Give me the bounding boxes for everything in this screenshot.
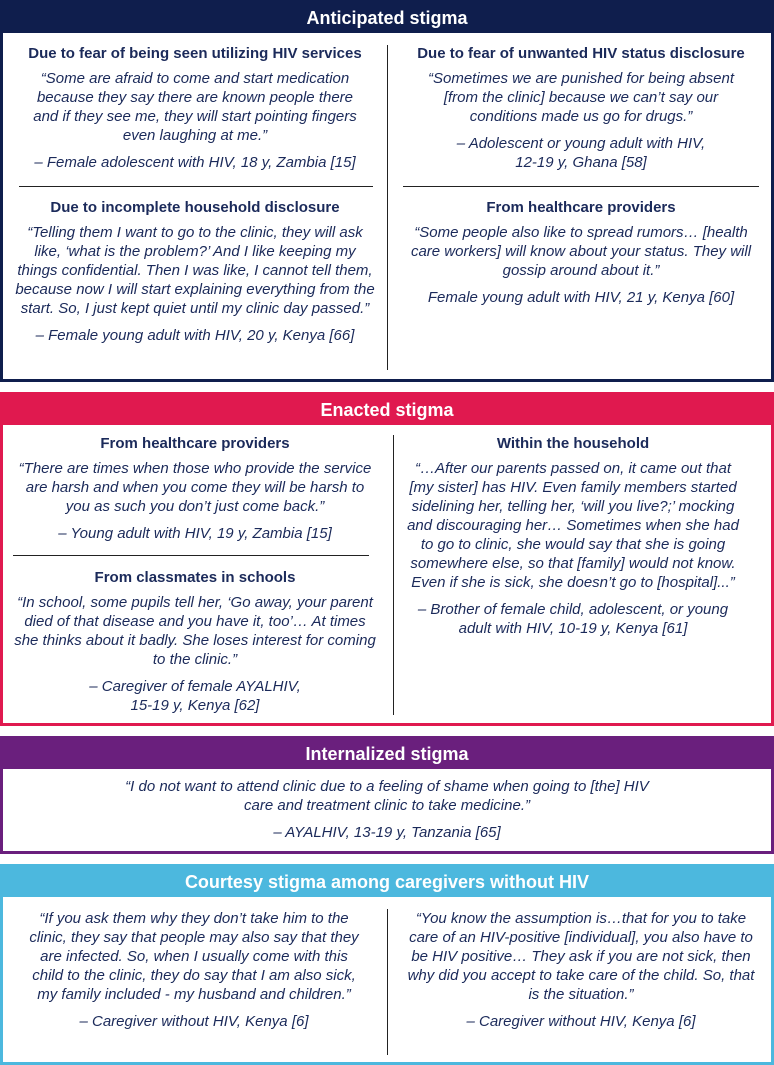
anticipated-block-providers: [396, 199, 766, 307]
block-subtitle: Due to incomplete household disclosure: [50, 199, 340, 216]
internalized-stigma-header: Internalized stigma: [3, 739, 771, 769]
block-attribution: – Caregiver without HIV, Kenya [6]: [79, 1013, 309, 1030]
block-quote: “Sometimes we are punished for being absent [from the clinic] because we can’t say our conditions made us go for drugs.”: [427, 70, 734, 125]
block-attribution: – Female young adult with HIV, 20 y, Kenya [66]: [35, 327, 355, 344]
divider: [19, 186, 373, 187]
enacted-stigma-section: [0, 392, 774, 726]
anticipated-block-household: [11, 199, 379, 345]
block-attribution: – Adolescent or young adult with HIV, 12-19 y, Ghana [58]: [456, 135, 706, 171]
courtesy-block-left: [23, 909, 365, 1031]
block-subtitle: From classmates in schools: [94, 569, 296, 586]
enacted-block-household: [403, 435, 743, 638]
enacted-stigma-header: Enacted stigma: [3, 395, 771, 425]
block-attribution: – Young adult with HIV, 19 y, Zambia [15]: [58, 525, 332, 542]
enacted-block-classmates: [9, 569, 381, 715]
block-attribution: – AYALHIV, 13-19 y, Tanzania [65]: [273, 824, 501, 841]
block-attribution: Female young adult with HIV, 21 y, Kenya [60]: [427, 289, 735, 306]
internalized-block: [123, 777, 651, 842]
courtesy-stigma-header: Courtesy stigma among caregivers without HIV: [3, 867, 771, 897]
block-attribution: – Female adolescent with HIV, 18 y, Zambia [15]: [34, 154, 356, 171]
block-quote: “I do not want to attend clinic due to a feeling of shame when going to [the] HIV care and treatment clinic to take medicine.”: [125, 778, 649, 814]
block-subtitle: From healthcare providers: [486, 199, 676, 216]
block-attribution: – Caregiver without HIV, Kenya [6]: [466, 1013, 696, 1030]
enacted-block-providers: [9, 435, 381, 543]
divider: [13, 555, 369, 556]
courtesy-stigma-section: [0, 864, 774, 1065]
block-subtitle: From healthcare providers: [100, 435, 290, 452]
block-quote: “If you ask them why they don’t take him to the clinic, they say that people may also say that they are infected. So, when I usually come with this child to the clinic, they do say that I am also sick, my family included - my husband and children.”: [29, 910, 359, 1003]
block-attribution: – Brother of female child, adolescent, or young adult with HIV, 10-19 y, Kenya [61]: [417, 601, 729, 637]
block-quote: “Some are afraid to come and start medication because they say there are known people there and if they see me, they will start pointing fingers even laughing at me.”: [33, 70, 357, 144]
anticipated-stigma-section: [0, 0, 774, 382]
block-quote: “You know the assumption is…that for you to take care of an HIV-positive [individual], you also have to be HIV positive… They ask if you are not sick, then why did you accept to take care of the child. So, that is the situation.”: [407, 910, 755, 1003]
block-quote: “In school, some pupils tell her, ‘Go away, your parent died of that disease and you have it, too’… At times she thinks about it badly. She loses interest for coming to the clinic.”: [14, 594, 376, 668]
anticipated-block-services: [11, 45, 379, 172]
block-quote: “Some people also like to spread rumors… [health care workers] will know about your status. They will gossip around about it.”: [410, 224, 752, 279]
divider: [403, 186, 759, 187]
column-divider: [387, 45, 388, 370]
block-quote: “There are times when those who provide the service are harsh and when you come they will be harsh to you as such you don’t just come back.”: [18, 460, 372, 515]
block-quote: “…After our parents passed on, it came out that [my sister] has HIV. Even family members started sidelining her, telling her, ‘will you live?;’ mocking and discouraging her… Sometimes when she had to go to clinic, she would say that she is going somewhere else, so that [family] would not know. Even if she is sick, she doesn’t go to [hospital]...”: [407, 460, 739, 591]
anticipated-stigma-header: Anticipated stigma: [3, 3, 771, 33]
anticipated-block-disclosure: [396, 45, 766, 172]
internalized-stigma-section: [0, 736, 774, 854]
block-quote: “Telling them I want to go to the clinic, they will ask like, ‘what is the problem?’ And I like keeping my things confidential. Then I was like, I cannot tell them, because now I will start explaining everything from the start. So, I just kept quiet until my clinic day passed.”: [15, 224, 375, 317]
block-attribution: – Caregiver of female AYALHIV, 15-19 y, Kenya [62]: [89, 678, 301, 714]
block-subtitle: Due to fear of unwanted HIV status disclosure: [417, 45, 745, 62]
block-subtitle: Within the household: [496, 435, 650, 452]
courtesy-block-right: [407, 909, 755, 1031]
block-subtitle: Due to fear of being seen utilizing HIV services: [28, 45, 362, 62]
column-divider: [387, 909, 388, 1055]
column-divider: [393, 435, 394, 715]
